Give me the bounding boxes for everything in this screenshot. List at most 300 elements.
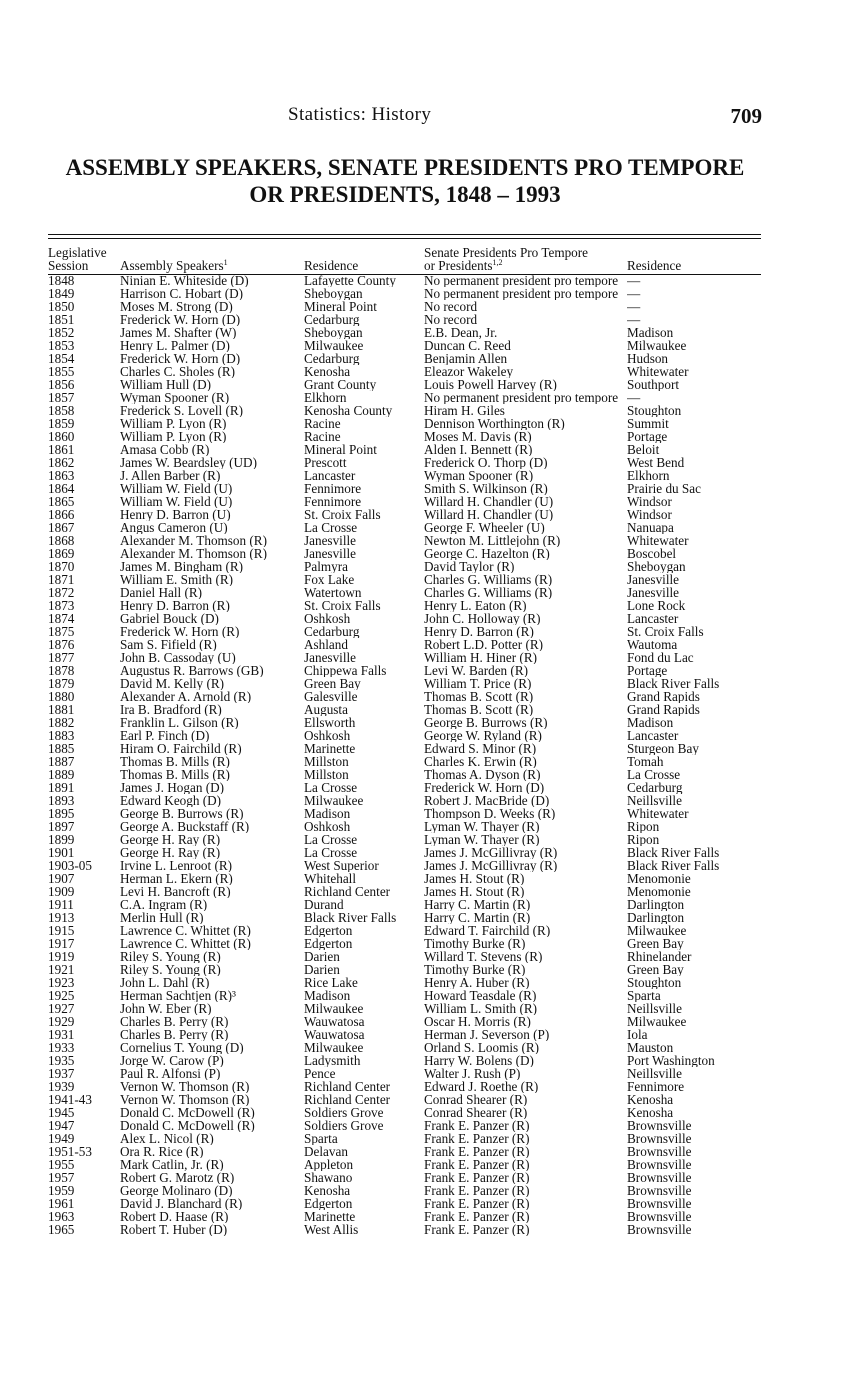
cell-senate-residence: Janesville (627, 586, 680, 599)
cell-senate-president: Frank E. Panzer (R) (424, 1210, 530, 1223)
cell-speaker-residence: West Allis (304, 1223, 359, 1236)
table-row (48, 1132, 761, 1145)
cell-session: 1911 (48, 898, 74, 911)
cell-senate-residence: — (627, 274, 641, 287)
cell-speaker: George B. Burrows (R) (120, 807, 244, 820)
cell-speaker-residence: Pence (304, 1067, 336, 1080)
cell-speaker: William E. Smith (R) (120, 573, 234, 586)
cell-senate-president: Edward J. Roethe (R) (424, 1080, 539, 1093)
header-session (48, 244, 120, 274)
cell-senate-residence: Windsor (627, 495, 672, 508)
cell-senate-residence: Port Washington (627, 1054, 715, 1067)
cell-speaker: Lawrence C. Whittet (R) (120, 937, 251, 950)
table-row (48, 1093, 761, 1106)
cell-session: 1925 (48, 989, 75, 1002)
cell-speaker: Wyman Spooner (R) (120, 391, 230, 404)
cell-speaker: Mark Catlin, Jr. (R) (120, 1158, 224, 1171)
cell-senate-residence: Wautoma (627, 638, 678, 651)
table-row (48, 495, 761, 508)
cell-session: 1917 (48, 937, 75, 950)
cell-senate-residence: West Bend (627, 456, 685, 469)
cell-session: 1921 (48, 963, 75, 976)
cell-senate-residence: Iola (627, 1028, 648, 1041)
cell-speaker-residence: Shawano (304, 1171, 353, 1184)
cell-senate-residence: Whitewater (627, 365, 689, 378)
cell-speaker-residence: Oshkosh (304, 820, 351, 833)
cell-speaker: William W. Field (U) (120, 482, 233, 495)
cell-senate-residence: Hudson (627, 352, 669, 365)
page-number: 709 (730, 104, 762, 128)
cell-speaker-residence: Edgerton (304, 1197, 353, 1210)
cell-speaker-residence: La Crosse (304, 846, 358, 859)
cell-speaker-residence: Watertown (304, 586, 362, 599)
cell-senate-residence: Southport (627, 378, 680, 391)
cell-speaker-residence: Sparta (304, 1132, 338, 1145)
cell-senate-president: Frank E. Panzer (R) (424, 1223, 530, 1236)
cell-session: 1897 (48, 820, 75, 833)
cell-speaker-residence: Cedarburg (304, 625, 360, 638)
cell-session: 1963 (48, 1210, 75, 1223)
cell-session: 1852 (48, 326, 75, 339)
table-row (48, 716, 761, 729)
cell-senate-residence: Ripon (627, 833, 660, 846)
cell-speaker-residence: Racine (304, 417, 341, 430)
cell-senate-residence: Brownsville (627, 1145, 692, 1158)
cell-speaker: Paul R. Alfonsi (P) (120, 1067, 221, 1080)
cell-senate-residence: Black River Falls (627, 846, 720, 859)
cell-speaker: Irvine L. Lenroot (R) (120, 859, 233, 872)
cell-speaker: Alexander A. Arnold (R) (120, 690, 252, 703)
cell-session: 1903-05 (48, 859, 92, 872)
cell-senate-president: E.B. Dean, Jr. (424, 326, 498, 339)
cell-senate-residence: Darlington (627, 911, 685, 924)
table-row (48, 1067, 761, 1080)
cell-speaker: William Hull (D) (120, 378, 212, 391)
header-senate-line-1: Senate Presidents Pro Tempore (424, 245, 589, 260)
table-row (48, 872, 761, 885)
table-row (48, 1171, 761, 1184)
cell-session: 1854 (48, 352, 75, 365)
table-row (48, 638, 761, 651)
cell-senate-residence: Rhinelander (627, 950, 692, 963)
cell-speaker-residence: Kenosha (304, 365, 351, 378)
cell-senate-president: John C. Holloway (R) (424, 612, 541, 625)
cell-session: 1850 (48, 300, 75, 313)
cell-speaker-residence: Fennimore (304, 495, 362, 508)
cell-speaker: Gabriel Bouck (D) (120, 612, 219, 625)
cell-senate-president: Edward S. Minor (R) (424, 742, 537, 755)
cell-speaker-residence: Richland Center (304, 1080, 391, 1093)
table-row (48, 1119, 761, 1132)
table-row (48, 664, 761, 677)
cell-speaker-residence: Milwaukee (304, 1041, 364, 1054)
cell-session: 1927 (48, 1002, 75, 1015)
cell-speaker: Herman L. Ekern (R) (120, 872, 233, 885)
cell-session: 1885 (48, 742, 75, 755)
cell-speaker-residence: Chippewa Falls (304, 664, 387, 677)
cell-speaker-residence: Ashland (304, 638, 348, 651)
header-residence: Residence (304, 258, 359, 273)
cell-senate-residence: Beloit (627, 443, 660, 456)
cell-session: 1913 (48, 911, 75, 924)
table-row (48, 443, 761, 456)
cell-senate-president: Orland S. Loomis (R) (424, 1041, 540, 1054)
cell-speaker-residence: Cedarburg (304, 352, 360, 365)
cell-speaker: Ira B. Bradford (R) (120, 703, 222, 716)
table-row (48, 781, 761, 794)
cell-senate-president: Dennison Worthington (R) (424, 417, 565, 430)
cell-session: 1874 (48, 612, 75, 625)
cell-speaker-residence: Mineral Point (304, 443, 377, 456)
cell-speaker-residence: Janesville (304, 547, 357, 560)
cell-senate-residence: Sheboygan (627, 560, 686, 573)
cell-session: 1881 (48, 703, 75, 716)
cell-speaker: William W. Field (U) (120, 495, 233, 508)
cell-senate-president: Edward T. Fairchild (R) (424, 924, 551, 937)
cell-speaker-residence: Galesville (304, 690, 358, 703)
cell-session: 1858 (48, 404, 75, 417)
cell-senate-president: William L. Smith (R) (424, 1002, 538, 1015)
table-row (48, 365, 761, 378)
cell-speaker-residence: Marinette (304, 1210, 356, 1223)
cell-session: 1872 (48, 586, 75, 599)
cell-session: 1951-53 (48, 1145, 92, 1158)
table-row (48, 742, 761, 755)
cell-speaker-residence: Grant County (304, 378, 377, 391)
cell-speaker: David J. Blanchard (R) (120, 1197, 243, 1210)
cell-speaker-residence: Madison (304, 989, 351, 1002)
cell-senate-president: Frank E. Panzer (R) (424, 1171, 530, 1184)
cell-speaker: Vernon W. Thomson (R) (120, 1080, 250, 1093)
cell-session: 1875 (48, 625, 75, 638)
cell-senate-residence: Portage (627, 430, 668, 443)
top-rule-inner (48, 238, 761, 239)
cell-session: 1879 (48, 677, 75, 690)
cell-senate-president: Thompson D. Weeks (R) (424, 807, 556, 820)
cell-session: 1876 (48, 638, 75, 651)
cell-senate-president: Wyman Spooner (R) (424, 469, 534, 482)
cell-speaker: George A. Buckstaff (R) (120, 820, 250, 833)
cell-session: 1871 (48, 573, 75, 586)
cell-senate-president: Levi W. Barden (R) (424, 664, 529, 677)
table-row (48, 950, 761, 963)
header-senate-label: or Presidents (424, 258, 493, 273)
cell-senate-president: Henry A. Huber (R) (424, 976, 530, 989)
cell-speaker: Lawrence C. Whittet (R) (120, 924, 251, 937)
header-session-line-1: Legislative (48, 245, 107, 260)
cell-senate-president: No permanent president pro tempore (424, 287, 619, 300)
table-row (48, 911, 761, 924)
cell-speaker-residence: Ellsworth (304, 716, 356, 729)
cell-senate-residence: Menomonie (627, 872, 691, 885)
cell-speaker: Daniel Hall (R) (120, 586, 203, 599)
cell-senate-president: Harry C. Martin (R) (424, 898, 531, 911)
cell-senate-president: Charles G. Williams (R) (424, 573, 553, 586)
cell-session: 1899 (48, 833, 75, 846)
cell-senate-residence: Windsor (627, 508, 672, 521)
table-row (48, 534, 761, 547)
cell-senate-residence: Neillsville (627, 1067, 682, 1080)
cell-senate-president: Thomas B. Scott (R) (424, 703, 534, 716)
cell-speaker: Herman Sachtjen (R)³ (120, 989, 237, 1002)
cell-senate-president: Willard T. Stevens (R) (424, 950, 543, 963)
cell-senate-residence: Whitewater (627, 534, 689, 547)
cell-senate-residence: Sparta (627, 989, 661, 1002)
cell-senate-residence: Boscobel (627, 547, 677, 560)
cell-senate-president: Frank E. Panzer (R) (424, 1119, 530, 1132)
cell-senate-president: Frank E. Panzer (R) (424, 1158, 530, 1171)
cell-speaker: James J. Hogan (D) (120, 781, 225, 794)
cell-senate-residence: Cedarburg (627, 781, 683, 794)
page-title-line-2: OR PRESIDENTS, 1848 – 1993 (249, 182, 561, 207)
header-senate-line-2 (424, 259, 627, 272)
cell-speaker: Charles C. Sholes (R) (120, 365, 236, 378)
cell-session: 1915 (48, 924, 75, 937)
cell-senate-residence: Whitewater (627, 807, 689, 820)
cell-speaker: J. Allen Barber (R) (120, 469, 221, 482)
cell-senate-residence: Green Bay (627, 963, 684, 976)
cell-speaker-residence: Janesville (304, 534, 357, 547)
cell-senate-president: Benjamin Allen (424, 352, 508, 365)
cell-speaker-residence: Millston (304, 768, 349, 781)
cell-senate-residence: Grand Rapids (627, 703, 700, 716)
cell-speaker-residence: La Crosse (304, 833, 358, 846)
table-row (48, 1028, 761, 1041)
cell-speaker: Robert D. Haase (R) (120, 1210, 229, 1223)
cell-senate-president: No record (424, 300, 478, 313)
cell-speaker: Donald C. McDowell (R) (120, 1106, 255, 1119)
table-row (48, 820, 761, 833)
cell-speaker: Augustus R. Barrows (GB) (120, 664, 264, 677)
table-row (48, 846, 761, 859)
cell-senate-president: James J. McGillivray (R) (424, 859, 558, 872)
cell-speaker: Hiram O. Fairchild (R) (120, 742, 242, 755)
cell-speaker-residence: Wauwatosa (304, 1015, 365, 1028)
cell-speaker: Edward Keogh (D) (120, 794, 222, 807)
header-speakers-label: Assembly Speakers (120, 258, 224, 273)
cell-speaker-residence: Lafayette County (304, 274, 396, 287)
cell-speaker-residence: Richland Center (304, 885, 391, 898)
table-row (48, 274, 761, 287)
table-row (48, 768, 761, 781)
cell-session: 1945 (48, 1106, 75, 1119)
cell-senate-residence: Madison (627, 326, 674, 339)
header-residence-2: Residence (627, 258, 682, 273)
cell-senate-residence: Janesville (627, 573, 680, 586)
table-row (48, 625, 761, 638)
cell-session: 1931 (48, 1028, 75, 1041)
table-row (48, 677, 761, 690)
table-row (48, 508, 761, 521)
cell-session: 1901 (48, 846, 75, 859)
cell-session: 1856 (48, 378, 75, 391)
cell-speaker: Moses M. Strong (D) (120, 300, 233, 313)
cell-speaker-residence: Oshkosh (304, 729, 351, 742)
cell-senate-residence: Fond du Lac (627, 651, 694, 664)
cell-speaker-residence: Madison (304, 807, 351, 820)
cell-speaker-residence: Durand (304, 898, 344, 911)
table-row (48, 404, 761, 417)
cell-speaker-residence: Darien (304, 963, 340, 976)
cell-senate-president: Frank E. Panzer (R) (424, 1197, 530, 1210)
cell-session: 1883 (48, 729, 75, 742)
cell-speaker-residence: Sheboygan (304, 287, 363, 300)
cell-speaker: Ora R. Rice (R) (120, 1145, 204, 1158)
cell-speaker: Robert G. Marotz (R) (120, 1171, 235, 1184)
cell-session: 1848 (48, 274, 75, 287)
table-row (48, 755, 761, 768)
cell-speaker-residence: Mineral Point (304, 300, 377, 313)
cell-speaker-residence: Racine (304, 430, 341, 443)
cell-senate-residence: Milwaukee (627, 339, 687, 352)
cell-session: 1949 (48, 1132, 75, 1145)
cell-senate-residence: Green Bay (627, 937, 684, 950)
table-body (48, 274, 761, 1236)
cell-senate-residence: Portage (627, 664, 668, 677)
cell-senate-president: Henry L. Eaton (R) (424, 599, 527, 612)
cell-speaker: Frederick W. Horn (D) (120, 313, 241, 326)
table-row (48, 547, 761, 560)
header-session-line-2: Session (48, 258, 89, 273)
cell-speaker: George H. Ray (R) (120, 833, 221, 846)
cell-speaker-residence: Kenosha (304, 1184, 351, 1197)
cell-speaker-residence: Fox Lake (304, 573, 355, 586)
header-speakers (120, 244, 304, 274)
cell-session: 1855 (48, 365, 75, 378)
cell-senate-president: Thomas A. Dyson (R) (424, 768, 541, 781)
cell-session: 1907 (48, 872, 75, 885)
running-title: Statistics: History (288, 104, 432, 125)
page-title (48, 154, 762, 208)
cell-speaker: Frederick W. Horn (D) (120, 352, 241, 365)
cell-senate-president: Alden I. Bennett (R) (424, 443, 533, 456)
cell-speaker: Alex L. Nicol (R) (120, 1132, 214, 1145)
cell-senate-residence: Summit (627, 417, 669, 430)
cell-senate-residence: Brownsville (627, 1171, 692, 1184)
cell-speaker: Ninian E. Whiteside (D) (120, 274, 249, 287)
cell-senate-residence: Black River Falls (627, 859, 720, 872)
cell-senate-president: Frank E. Panzer (R) (424, 1132, 530, 1145)
cell-speaker-residence: Ladysmith (304, 1054, 361, 1067)
table-row (48, 482, 761, 495)
cell-session: 1882 (48, 716, 75, 729)
cell-speaker-residence: Fennimore (304, 482, 362, 495)
cell-session: 1878 (48, 664, 75, 677)
cell-speaker: William P. Lyon (R) (120, 430, 227, 443)
cell-speaker: Charles B. Perry (R) (120, 1015, 229, 1028)
cell-senate-president: Hiram H. Giles (424, 404, 505, 417)
table-row (48, 1158, 761, 1171)
cell-speaker-residence: Elkhorn (304, 391, 347, 404)
cell-senate-residence: Brownsville (627, 1158, 692, 1171)
cell-senate-president: Frank E. Panzer (R) (424, 1184, 530, 1197)
cell-senate-president: George C. Hazelton (R) (424, 547, 550, 560)
cell-session: 1955 (48, 1158, 75, 1171)
cell-speaker: Sam S. Fifield (R) (120, 638, 217, 651)
table-row (48, 703, 761, 716)
table-row (48, 586, 761, 599)
cell-senate-president: Lyman W. Thayer (R) (424, 820, 540, 833)
cell-senate-president: Lyman W. Thayer (R) (424, 833, 540, 846)
footnote-marker: 1 (223, 258, 228, 267)
cell-session: 1863 (48, 469, 75, 482)
cell-speaker-residence: Edgerton (304, 937, 353, 950)
cell-senate-residence: Darlington (627, 898, 685, 911)
cell-session: 1919 (48, 950, 75, 963)
cell-session: 1957 (48, 1171, 75, 1184)
cell-senate-residence: — (627, 313, 641, 326)
cell-speaker-residence: Sheboygan (304, 326, 363, 339)
cell-senate-president: Frederick O. Thorp (D) (424, 456, 548, 469)
cell-session: 1893 (48, 794, 75, 807)
cell-speaker: James M. Bingham (R) (120, 560, 244, 573)
table-row (48, 924, 761, 937)
cell-senate-residence: St. Croix Falls (627, 625, 704, 638)
cell-speaker: Riley S. Young (R) (120, 950, 221, 963)
cell-session: 1877 (48, 651, 75, 664)
table-row (48, 313, 761, 326)
cell-senate-president: James H. Stout (R) (424, 885, 525, 898)
cell-speaker: Earl P. Finch (D) (120, 729, 210, 742)
cell-senate-president: Conrad Shearer (R) (424, 1106, 528, 1119)
cell-session: 1873 (48, 599, 75, 612)
cell-session: 1866 (48, 508, 75, 521)
cell-speaker: Charles B. Perry (R) (120, 1028, 229, 1041)
cell-senate-residence: Brownsville (627, 1210, 692, 1223)
table-row (48, 391, 761, 404)
table-row (48, 1041, 761, 1054)
cell-session: 1959 (48, 1184, 75, 1197)
cell-senate-president: Smith S. Wilkinson (R) (424, 482, 548, 495)
cell-speaker: Harrison C. Hobart (D) (120, 287, 244, 300)
cell-speaker-residence: Lancaster (304, 469, 356, 482)
table-row (48, 560, 761, 573)
cell-speaker: John B. Cassoday (U) (120, 651, 236, 664)
cell-session: 1865 (48, 495, 75, 508)
cell-senate-residence: — (627, 391, 641, 404)
cell-speaker: Henry D. Barron (R) (120, 599, 230, 612)
table-row (48, 989, 761, 1002)
cell-speaker: Jorge W. Carow (P) (120, 1054, 224, 1067)
cell-speaker-residence: West Superior (304, 859, 379, 872)
cell-speaker-residence: Green Bay (304, 677, 361, 690)
cell-session: 1860 (48, 430, 75, 443)
table-row (48, 378, 761, 391)
cell-speaker-residence: Appleton (304, 1158, 354, 1171)
cell-senate-president: Harry W. Bolens (D) (424, 1054, 534, 1067)
table-row (48, 326, 761, 339)
cell-senate-president: William T. Price (R) (424, 677, 532, 690)
cell-speaker-residence: Millston (304, 755, 349, 768)
cell-speaker-residence: Wauwatosa (304, 1028, 365, 1041)
cell-senate-president: No permanent president pro tempore (424, 391, 619, 404)
cell-session: 1941-43 (48, 1093, 92, 1106)
cell-senate-residence: Kenosha (627, 1106, 674, 1119)
cell-speaker: Donald C. McDowell (R) (120, 1119, 255, 1132)
table-row (48, 417, 761, 430)
cell-senate-residence: Nanuapa (627, 521, 674, 534)
cell-senate-residence: Elkhorn (627, 469, 670, 482)
speakers-table (48, 244, 761, 1236)
cell-senate-residence: Fennimore (627, 1080, 685, 1093)
table-row (48, 651, 761, 664)
cell-senate-president: Oscar H. Morris (R) (424, 1015, 531, 1028)
cell-senate-president: Walter J. Rush (P) (424, 1067, 521, 1080)
cell-senate-president: Robert L.D. Potter (R) (424, 638, 544, 651)
header-senate (424, 244, 627, 274)
table-row (48, 287, 761, 300)
cell-speaker-residence: Delavan (304, 1145, 348, 1158)
